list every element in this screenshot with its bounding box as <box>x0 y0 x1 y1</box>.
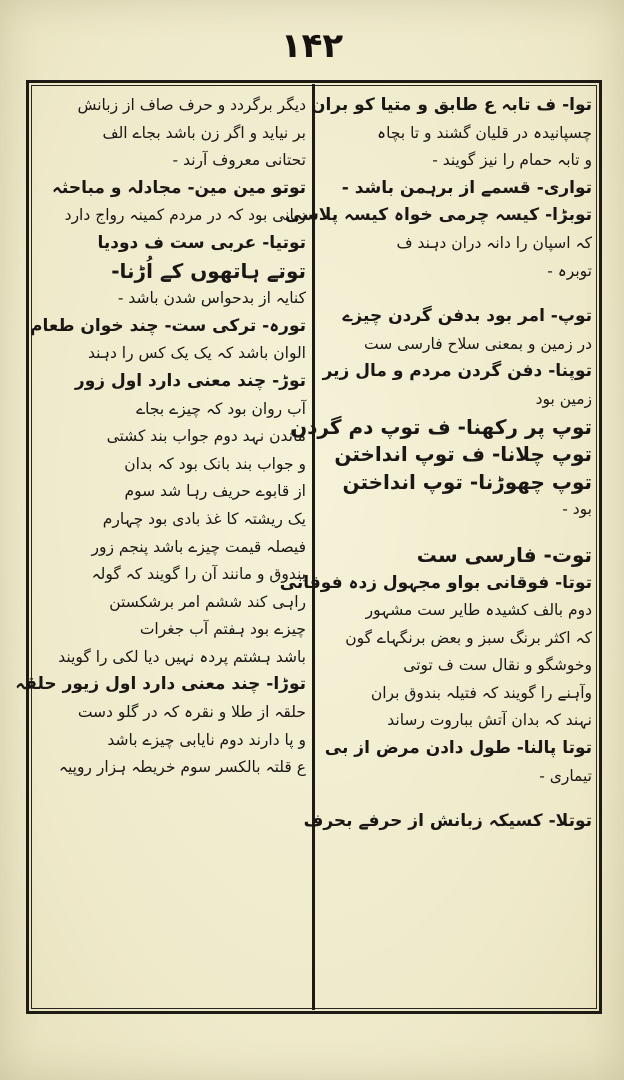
text-line: تیماری - <box>539 766 592 785</box>
text-line: باشد ہشتم پردہ نہیں دیا لکی را گویند <box>58 647 306 666</box>
text-line: تحتانی معروف آرند - <box>172 151 306 170</box>
entry-headword-line: توپ چلانا- ف توپ انداختن <box>334 442 592 467</box>
text-line: کنایہ از بدحواس شدن باشد - <box>117 289 306 308</box>
text-line: زمین بود <box>535 389 592 408</box>
text-line: دیگر برگردد و حرف صاف از زبانش <box>77 96 306 114</box>
text-line: یک ریشتہ کا غذ بادی بود چہارم <box>102 509 306 528</box>
text-line <box>320 524 592 542</box>
entry-headword-line: توپنا- دفن گردن مردم و مال زیر <box>322 361 592 382</box>
entry-headword-line: توتا پالنا- طول دادن مرض از بی <box>324 738 592 759</box>
text-line: و تابہ حمام را نیز گویند - <box>432 151 592 170</box>
text-line: آب روان بود کہ چیزے بجاے <box>136 399 306 418</box>
entry-headword-line: توڑ- چند معنی دارد اول زور <box>74 370 306 391</box>
text-line: زبانی بود کہ در مردم کمینہ رواج دارد <box>64 206 306 225</box>
entry-headword-line: توتو مین مین- مجادلہ و مباحثہ <box>51 177 306 198</box>
entry-headword-line: تواری- قسمے از برہمن باشد - <box>341 177 592 198</box>
right-column <box>279 92 592 1004</box>
text-line: و جواب بند بانک بود کہ بدان <box>124 454 306 473</box>
text-line: چیزے بود ہفتم آب جغرات <box>139 620 306 639</box>
text-line: کہ اکثر برنگ سبز و بعض برنگہاے گون <box>345 628 592 647</box>
text-line: وآہنے را گویند کہ فتیلہ بندوق بران <box>370 683 592 702</box>
text-line: نہند کہ بدان آتش بباروت رساند <box>387 711 592 730</box>
text-line: بندوق و مانند آن را گویند کہ گولہ <box>91 565 306 584</box>
text-line: بر نیاید و اگر زن باشد بجاے الف <box>102 123 306 142</box>
text-line <box>320 285 592 303</box>
text-line: ع قلتہ بالکسر سوم خریطہ ہزار روپیہ <box>58 758 306 777</box>
text-line: الوان باشد کہ یک یک کس را دہند <box>88 344 306 363</box>
text-line: حلقہ از طلا و نقرہ کہ در گلو دست <box>77 703 306 722</box>
text-line: در زمین و بمعنی سلاح فارسی ست <box>363 334 592 353</box>
entry-headword-line: توبڑا- کیسہ چرمی خواہ کیسہ پلاسی <box>284 205 592 226</box>
text-line <box>320 790 592 808</box>
entry-headword-line: توپ چھوڑنا- توپ انداختن <box>342 469 592 494</box>
entry-headword-line: توڑا- چند معنی دارد اول زیور حلقہ <box>15 674 306 695</box>
entry-headword-line: تورہ- ترکی ست- چند خوان طعام <box>30 315 306 336</box>
left-column <box>15 92 306 1004</box>
text-line: ماندن نہد دوم جواب بند کشتی <box>106 427 306 446</box>
text-line: کہ اسپان را دانہ دران دہند ف <box>396 233 592 252</box>
entry-headword-line: توا- ف تابہ ع طابق و متیا کو بران <box>310 95 592 115</box>
entry-headword-line: توتلا- کسیکہ زبانش از حرفے بحرف <box>303 811 592 832</box>
entry-headword-line: توپ پر رکھنا- ف توپ دم گردن <box>290 414 592 439</box>
text-line: راہی کند ششم امر برشکستن <box>109 592 306 611</box>
text-line: توبرہ - <box>547 261 592 280</box>
text-line: و پا دارند دوم نایابی چیزے باشد <box>107 730 306 749</box>
text-line: چسپانیدہ در قلیان گشند و تا بچاہ <box>377 123 592 142</box>
entry-headword-line: توتیا- عربی ست ف دودیا <box>97 232 306 253</box>
entry-headword-line: توت- فارسی ست <box>416 542 592 567</box>
text-line: دوم بالف کشیدہ طایر ست مشہور <box>365 601 592 620</box>
text-line: وخوشگو و نقال ست ف توتی <box>403 656 592 675</box>
text-line: بود - <box>562 500 592 519</box>
text-line: از قابوے حریف رہا شد سوم <box>124 482 306 501</box>
entry-headword-line: توپ- امر بود بدفن گردن چیزے <box>342 306 592 327</box>
entry-headword-line: توتا- فوقانی بواو مجہول زدہ فوقانی <box>279 572 592 593</box>
entry-headword-line: توتے ہاتھوں کے اُڑنا- <box>111 258 306 283</box>
text-line: فیصلہ قیمت چیزے باشد پنجم زور <box>91 537 306 556</box>
page-number: ۱۴۲ <box>280 26 344 66</box>
